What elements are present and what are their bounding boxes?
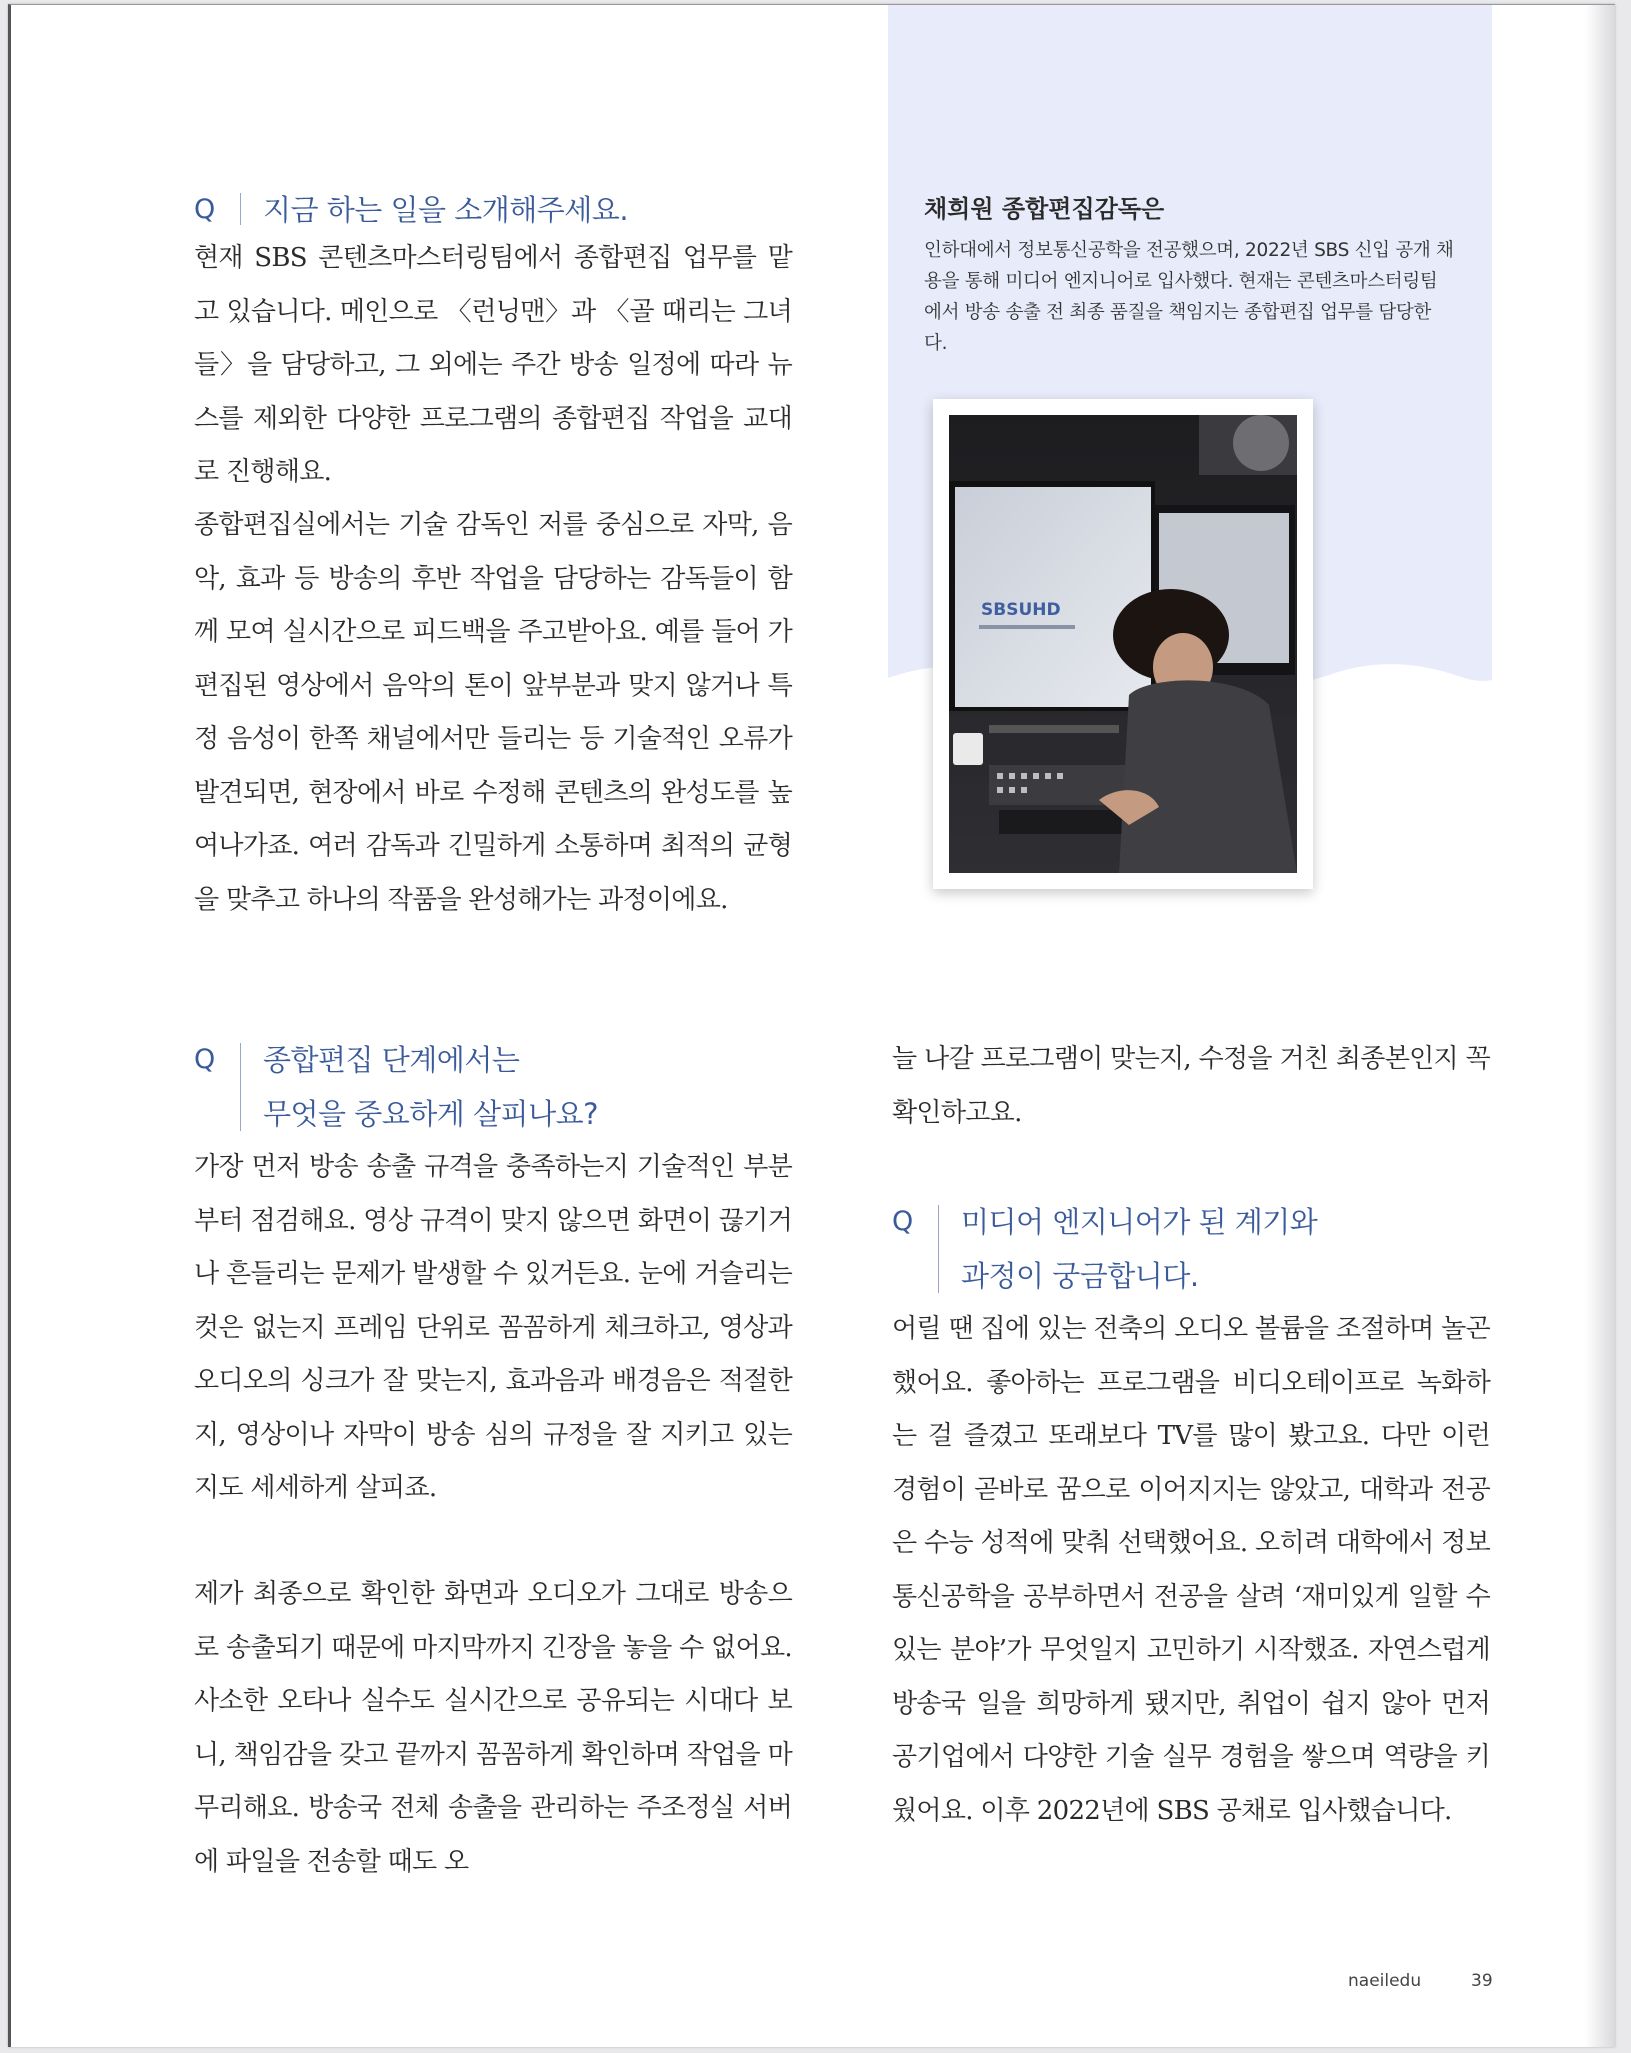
q2-divider [240, 1043, 241, 1131]
q2-heading [194, 1033, 598, 1141]
q1-q-mark: Q [194, 194, 216, 225]
photo-frame [933, 399, 1313, 889]
q2-answer-p2: 제가 최종으로 확인한 화면과 오디오가 그대로 방송으로 송출되기 때문에 마지막까지 긴장을 놓을 수 없어요. 사소한 오타나 실수도 실시간으로 공유되는 시대다 보니, 책임감을 갖고 끝까지 꼼꼼하게 확인하며 작업을 마무리해요. 방송국 전체 송출을 관리하는 주조정실 서버에 파일을 전송할 때도 오 [194, 1579, 792, 1877]
q3-heading [892, 1195, 1317, 1303]
q3-question: 미디어 엔지니어가 된 계기와 과정이 궁금합니다. [961, 1205, 1318, 1293]
q3-q-mark: Q [892, 1206, 914, 1237]
q1-heading [194, 183, 628, 237]
q2-answer-p2-continued: 늘 나갈 프로그램이 맞는지, 수정을 거친 최종본인지 꼭 확인하고요. [892, 1044, 1490, 1128]
q2-question: 종합편집 단계에서는 무엇을 중요하게 살피나요? [263, 1043, 598, 1131]
magazine-name: naeiledu [1348, 1971, 1422, 1991]
q1-question: 지금 하는 일을 소개해주세요. [263, 193, 629, 227]
magazine-page [8, 4, 1615, 2047]
q3-divider [938, 1205, 939, 1293]
q2-q-mark: Q [194, 1044, 216, 1075]
q1-answer-p1: 현재 SBS 콘텐츠마스터링팀에서 종합편집 업무를 맡고 있습니다. 메인으로 〈런닝맨〉과 〈골 때리는 그녀들〉을 담당하고, 그 외에는 주간 방송 일정에 따라 뉴스를 제외한 다양한 프로그램의 종합편집 작업을 교대로 진행해요. [194, 243, 792, 487]
editor-photo [949, 415, 1297, 873]
q3-answer-p1: 어릴 땐 집에 있는 전축의 오디오 볼륨을 조절하며 놀곤 했어요. 좋아하는 프로그램을 비디오테이프로 녹화하는 걸 즐겼고 또래보다 TV를 많이 봤고요. 다만 이런 경험이 곧바로 꿈으로 이어지지는 않았고, 대학과 전공은 수능 성적에 맞춰 선택했어요. 오히려 대학에서 정보통신공학을 공부하면서 전공을 살려 ‘재미있게 일할 수 있는 분야’가 무엇일지 고민하기 시작했죠. 자연스럽게 방송국 일을 희망하게 됐지만, 취업이 쉽지 않아 먼저 공기업에서 다양한 기술 실무 경험을 쌓으며 역량을 키웠어요. 이후 2022년에 SBS 공채로 입사했습니다. [892, 1314, 1490, 1826]
page-number: 39 [1471, 1971, 1493, 1991]
q2-answer-p1: 가장 먼저 방송 송출 규격을 충족하는지 기술적인 부분부터 점검해요. 영상 규격이 맞지 않으면 화면이 끊기거나 흔들리는 문제가 발생할 수 있거든요. 눈에 거슬리는 컷은 없는지 프레임 단위로 꼼꼼하게 체크하고, 영상과 오디오의 싱크가 잘 맞는지, 효과음과 배경음은 적절한지, 영상이나 자막이 방송 심의 규정을 잘 지키고 있는지도 세세하게 살피죠. [194, 1152, 792, 1503]
q1-divider [240, 193, 241, 225]
photo-screen-logo: SBSUHD [981, 600, 1061, 620]
profile-title: 채희원 종합편집감독은 [924, 195, 1165, 223]
page-edge-shadow [1585, 5, 1615, 2047]
q1-answer-p2: 종합편집실에서는 기술 감독인 저를 중심으로 자막, 음악, 효과 등 방송의 후반 작업을 담당하는 감독들이 함께 모여 실시간으로 피드백을 주고받아요. 예를 들어 가편집된 영상에서 음악의 톤이 앞부분과 맞지 않거나 특정 음성이 한쪽 채널에서만 들리는 등 기술적인 오류가 발견되면, 현장에서 바로 수정해 콘텐츠의 완성도를 높여나가죠. 여러 감독과 긴밀하게 소통하며 최적의 균형을 맞추고 하나의 작품을 완성해가는 과정이에요. [194, 510, 792, 915]
profile-bio: 인하대에서 정보통신공학을 전공했으며, 2022년 SBS 신입 공개 채용을 통해 미디어 엔지니어로 입사했다. 현재는 콘텐츠마스터링팀에서 방송 송출 전 최종 품질을 책임지는 종합편집 업무를 담당한다. [924, 240, 1454, 354]
